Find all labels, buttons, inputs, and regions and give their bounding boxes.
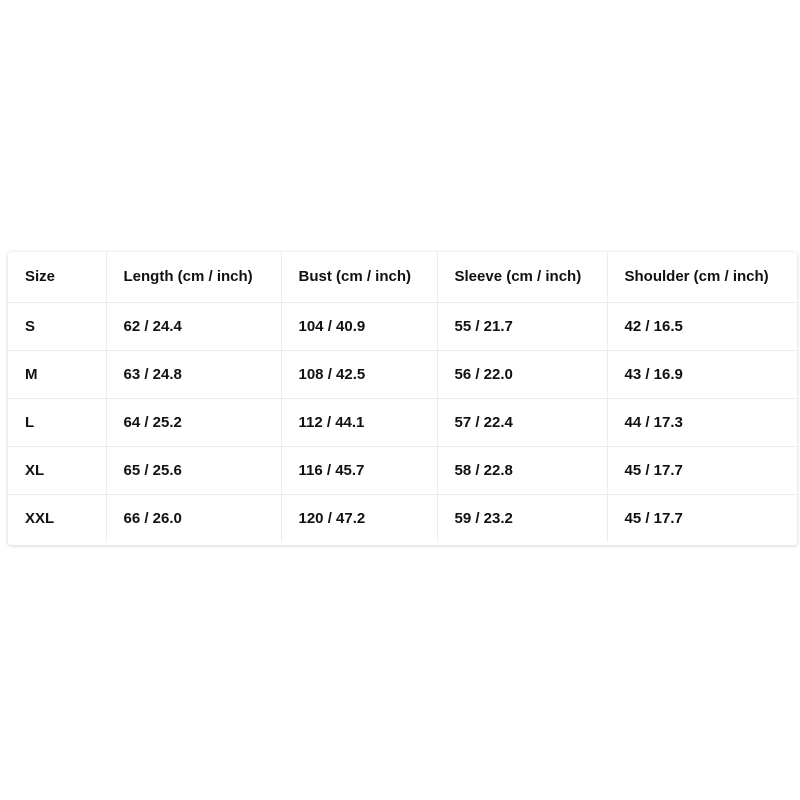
table-row (8, 302, 797, 350)
cell-size: S (8, 302, 106, 350)
cell-shoulder: 45 / 17.7 (624, 509, 683, 527)
cell-shoulder: 43 / 16.9 (607, 350, 797, 398)
cell-bust: 108 / 42.5 (281, 350, 437, 398)
cell-shoulder: 45 / 17.7 (607, 446, 797, 494)
header-length: Length (cm / inch) (106, 252, 281, 302)
size-chart-card (8, 252, 797, 545)
cell-bust: 104 / 40.9 (281, 302, 437, 350)
cell-length: 63 / 24.8 (106, 350, 281, 398)
cell-sleeve: 55 / 21.7 (437, 302, 607, 350)
cell-bust: 112 / 44.1 (281, 398, 437, 446)
size-chart-table (8, 252, 797, 542)
cell-length: 65 / 25.6 (106, 446, 281, 494)
cell-sleeve: 57 / 22.4 (437, 398, 607, 446)
header-shoulder: Shoulder (cm / inch) (607, 252, 797, 302)
cell-length: 66 / 26.0 (106, 494, 281, 542)
table-row (8, 494, 797, 542)
cell-size: M (8, 350, 106, 398)
header-bust: Bust (cm / inch) (281, 252, 437, 302)
cell-size: L (8, 398, 106, 446)
table-row (8, 398, 797, 446)
header-size: Size (8, 252, 106, 302)
cell-sleeve: 59 / 23.2 (437, 494, 607, 542)
cell-sleeve: 56 / 22.0 (437, 350, 607, 398)
cell-shoulder: 42 / 16.5 (607, 302, 797, 350)
cell-size: XL (8, 446, 106, 494)
table-row (8, 446, 797, 494)
header-sleeve: Sleeve (cm / inch) (437, 252, 607, 302)
table-row (8, 350, 797, 398)
cell-length: 64 / 25.2 (106, 398, 281, 446)
cell-length: 62 / 24.4 (106, 302, 281, 350)
table-header-row (8, 252, 797, 302)
cell-sleeve: 58 / 22.8 (437, 446, 607, 494)
cell-shoulder: 44 / 17.3 (607, 398, 797, 446)
cell-bust: 116 / 45.7 (281, 446, 437, 494)
cell-bust: 120 / 47.2 (281, 494, 437, 542)
cell-size: XXL (8, 494, 106, 542)
